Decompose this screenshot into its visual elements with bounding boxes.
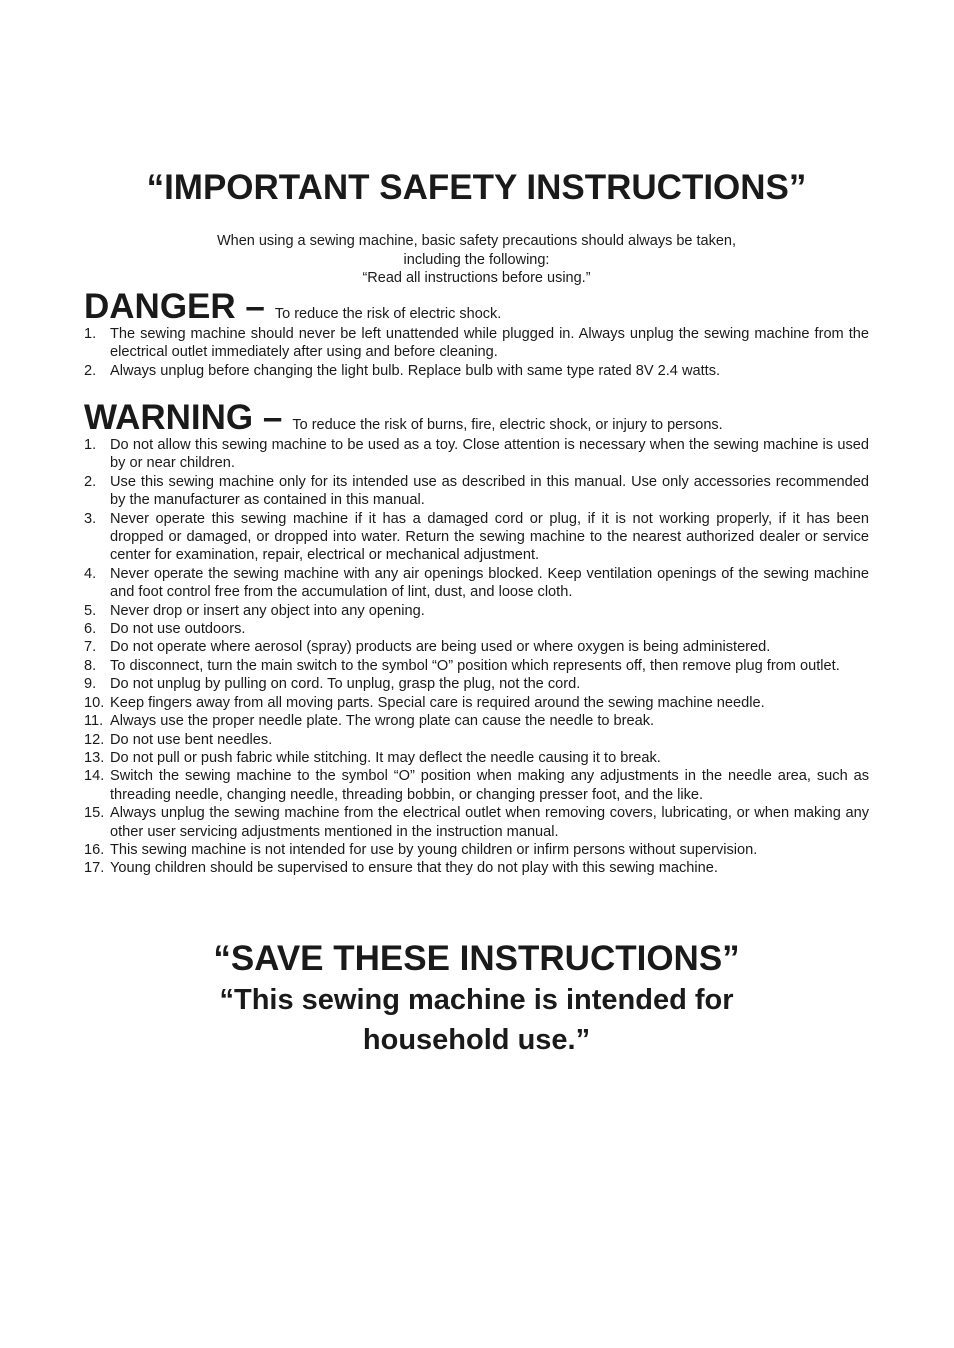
intro-line-1: When using a sewing machine, basic safety precautions should always be taken, <box>216 233 737 249</box>
warning-list <box>84 436 869 878</box>
warning-item-text: Always unplug the sewing machine from the electrical outlet when removing covers, lubricating, or when making any other user servicing adjustments mentioned in the instruction manual. <box>110 805 869 840</box>
warning-item <box>84 694 869 712</box>
intro-line-3: “Read all instructions before using.” <box>362 270 591 286</box>
warning-item-number: 15. <box>84 805 105 822</box>
warning-item <box>84 804 869 841</box>
danger-section <box>84 289 869 380</box>
warning-item <box>84 675 869 693</box>
danger-list <box>84 325 869 380</box>
warning-item-number: 3. <box>84 510 97 527</box>
warning-item-number: 14. <box>84 768 105 785</box>
warning-item-number: 5. <box>84 602 97 619</box>
warning-item-text: Never drop or insert any object into any opening. <box>110 602 425 619</box>
warning-item-text: This sewing machine is not intended for use by young children or infirm persons without supervision. <box>110 841 758 858</box>
warning-item-number: 13. <box>84 749 105 766</box>
danger-item <box>84 325 869 362</box>
warning-item-text: Young children should be supervised to ensure that they do not play with this sewing machine. <box>110 860 718 877</box>
warning-item-number: 7. <box>84 639 97 656</box>
save-instructions-title: “SAVE THESE INSTRUCTIONS” <box>213 939 740 978</box>
warning-item-number: 9. <box>84 676 97 693</box>
warning-item-number: 10. <box>84 694 105 711</box>
warning-item <box>84 638 869 656</box>
warning-section <box>84 400 869 878</box>
danger-item <box>84 362 869 380</box>
warning-item <box>84 510 869 565</box>
warning-item <box>84 712 869 730</box>
warning-item-text: Never operate this sewing machine if it has a damaged cord or plug, if it is not working properly, if it has been dropped or damaged, or dropped into water. Return the sewing machine to the nearest authorized dealer or service center for examination, repair, electrical or mechanical adjustment. <box>110 510 869 564</box>
warning-item-text: Keep fingers away from all moving parts. Special care is required around the sewing machine needle. <box>110 694 765 711</box>
warning-item <box>84 767 869 804</box>
warning-word: WARNING – <box>84 398 283 437</box>
intro-line-2: including the following: <box>403 251 550 268</box>
warning-item <box>84 859 869 877</box>
warning-item <box>84 657 869 675</box>
household-line-1: “This sewing machine is intended for <box>219 984 734 1016</box>
warning-item <box>84 731 869 749</box>
warning-item <box>84 620 869 638</box>
danger-item-number: 2. <box>84 362 97 379</box>
warning-item-number: 6. <box>84 621 97 638</box>
intro-paragraph <box>84 232 869 288</box>
warning-item <box>84 841 869 859</box>
warning-item <box>84 565 869 602</box>
warning-item-text: Do not allow this sewing machine to be used as a toy. Close attention is necessary when the sewing machine is used by or near children. <box>110 437 869 472</box>
danger-word: DANGER – <box>84 287 265 326</box>
warning-item-number: 11. <box>84 713 104 730</box>
warning-item-text: Always use the proper needle plate. The wrong plate can cause the needle to break. <box>110 713 655 730</box>
warning-item-text: Do not pull or push fabric while stitching. It may deflect the needle causing it to break. <box>110 749 661 766</box>
warning-item <box>84 473 869 510</box>
danger-item-number: 1. <box>84 326 97 342</box>
page-title: “IMPORTANT SAFETY INSTRUCTIONS” <box>146 168 807 207</box>
warning-item-text: Do not use bent needles. <box>110 731 273 748</box>
warning-item-number: 17. <box>84 860 105 877</box>
warning-item-number: 16. <box>84 841 105 858</box>
warning-item <box>84 749 869 767</box>
warning-item-text: Use this sewing machine only for its intended use as described in this manual. Use only accessories recommended by the manufacturer as contained in this manual. <box>110 473 869 509</box>
warning-item <box>84 602 869 620</box>
warning-heading <box>84 400 869 436</box>
danger-item-text: The sewing machine should never be left unattended while plugged in. Always unplug the sewing machine from the electrical outlet immediately after using and before cleaning. <box>110 326 869 361</box>
warning-item-text: Never operate the sewing machine with any air openings blocked. Keep ventilation openings of the sewing machine and foot control free from the accumulation of lint, dust, and loose cloth. <box>110 565 869 601</box>
warning-item <box>84 436 869 473</box>
warning-item-number: 8. <box>84 657 97 674</box>
warning-note: To reduce the risk of burns, fire, electric shock, or injury to persons. <box>292 417 723 433</box>
danger-note: To reduce the risk of electric shock. <box>274 306 502 322</box>
household-use-statement <box>84 980 869 1060</box>
warning-item-text: Switch the sewing machine to the symbol “O” position when making any adjustments in the needle area, such as threading needle, changing needle, threading bobbin, or changing presser foot, and the like. <box>110 768 869 803</box>
danger-heading <box>84 289 869 325</box>
warning-item-text: To disconnect, turn the main switch to the symbol “O” position which represents off, then remove plug from outlet. <box>110 657 840 674</box>
warning-item-text: Do not unplug by pulling on cord. To unplug, grasp the plug, not the cord. <box>110 676 581 693</box>
warning-item-text: Do not use outdoors. <box>110 621 246 638</box>
warning-item-number: 2. <box>84 473 97 490</box>
warning-item-number: 12. <box>84 731 105 748</box>
warning-item-text: Do not operate where aerosol (spray) products are being used or where oxygen is being administered. <box>110 639 771 656</box>
danger-item-text: Always unplug before changing the light bulb. Replace bulb with same type rated 8V 2.4 watts. <box>110 362 721 379</box>
warning-item-number: 4. <box>84 565 97 582</box>
household-line-2: household use.” <box>362 1024 591 1056</box>
warning-item-number: 1. <box>84 437 97 453</box>
